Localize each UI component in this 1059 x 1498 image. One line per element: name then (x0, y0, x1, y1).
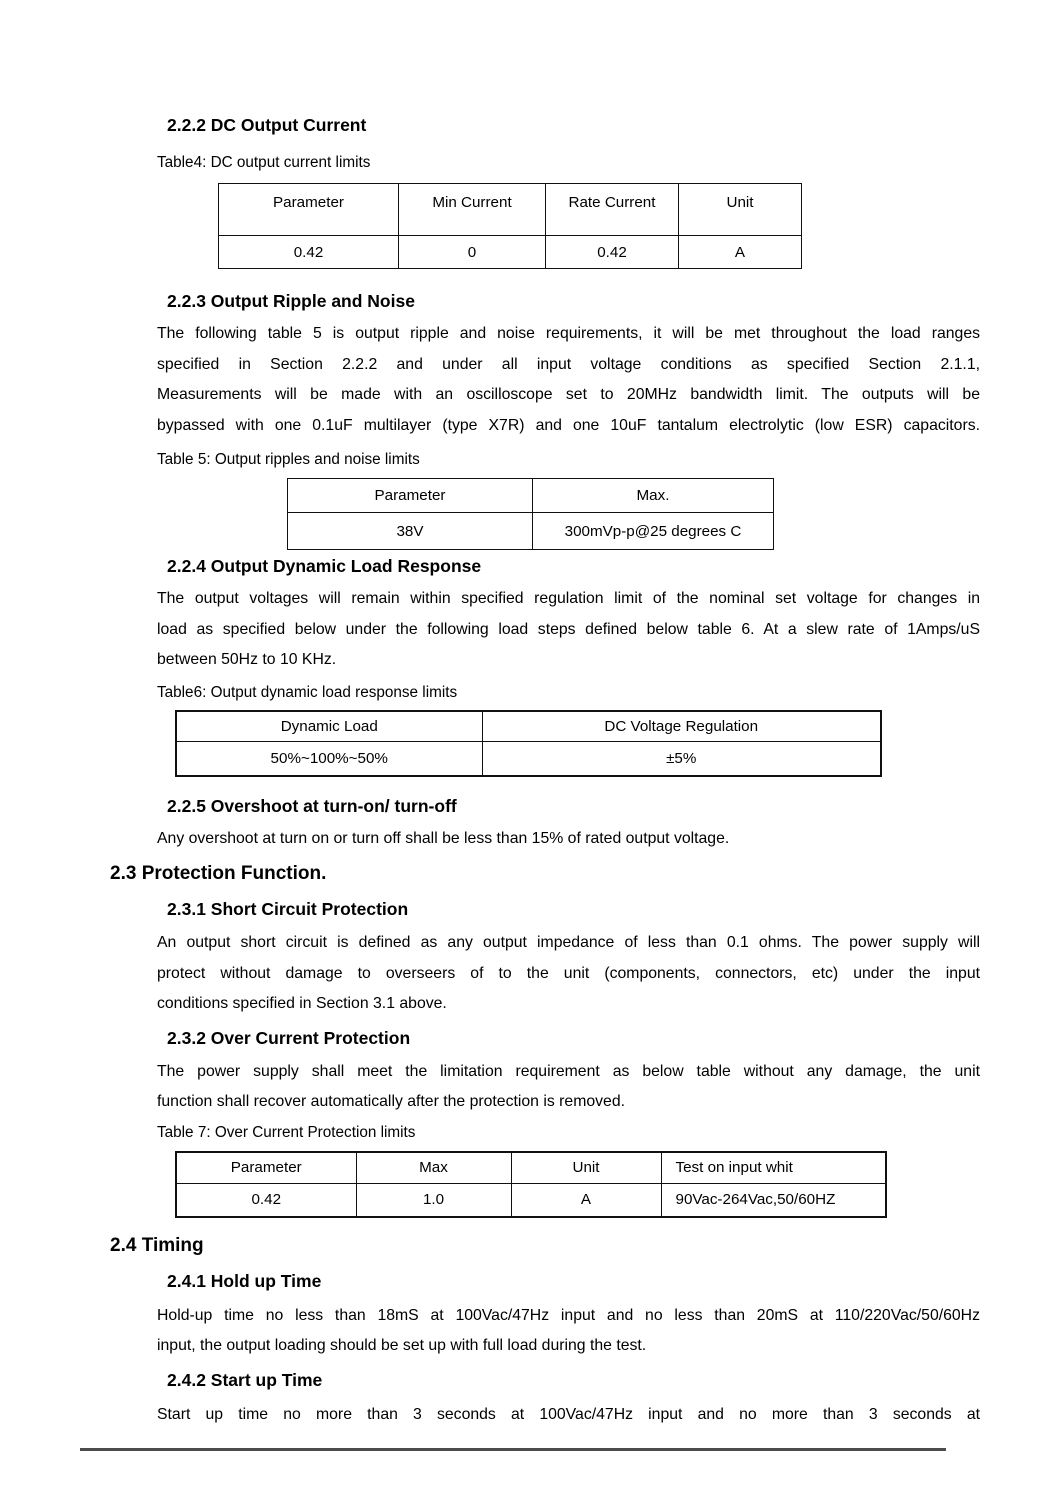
table4-header-unit: Unit (679, 184, 802, 236)
table4-data-row (219, 236, 802, 269)
paragraph-2-4-1 (157, 1301, 980, 1362)
table7-header-unit: Unit (511, 1152, 661, 1184)
table7-cell-parameter: 0.42 (176, 1184, 356, 1217)
paragraph-line: The following table 5 is output ripple and noise requirements, it will be met throughout the load ranges (157, 325, 980, 342)
table7-header-row (176, 1152, 886, 1184)
table7-data-row (176, 1184, 886, 1217)
table5-header-row (288, 479, 774, 513)
table4-caption: Table4: DC output current limits (157, 154, 371, 171)
table6-dynamic-load-response-limits (175, 710, 882, 777)
table5-caption: Table 5: Output ripples and noise limits (157, 451, 420, 468)
paragraph-2-3-2 (157, 1057, 980, 1118)
table5-cell-max: 300mVp-p@25 degrees C (533, 513, 774, 550)
heading-2-3: 2.3 Protection Function. (110, 863, 327, 884)
table4-header-parameter: Parameter (219, 184, 399, 236)
heading-2-3-2: 2.3.2 Over Current Protection (167, 1027, 411, 1048)
table5-data-row (288, 513, 774, 550)
table4-header-rate-current: Rate Current (546, 184, 679, 236)
table4-cell-rate-current: 0.42 (546, 236, 679, 269)
paragraph-line: between 50Hz to 10 KHz. (157, 651, 337, 668)
table6-header-dynamic-load: Dynamic Load (176, 711, 482, 742)
table7-header-parameter: Parameter (176, 1152, 356, 1184)
paragraph-line: specified in Section 2.2.2 and under all input voltage conditions as specified Section 2.1.1, (157, 355, 980, 373)
paragraph-line: input, the output loading should be set up with full load during the test. (157, 1337, 647, 1354)
table5-header-parameter: Parameter (288, 479, 533, 513)
paragraph-2-3-1 (157, 928, 980, 1020)
paragraph-line: load as specified below under the following load steps defined below table 6. At a slew rate of 1Amps/uS (157, 620, 980, 638)
paragraph-line: Start up time no more than 3 seconds at 100Vac/47Hz input and no more than 3 seconds at (157, 1405, 980, 1423)
table4-dc-output-current-limits (218, 183, 802, 269)
table4-header-row (219, 184, 802, 236)
table7-cell-max: 1.0 (356, 1184, 511, 1217)
table5-cell-parameter: 38V (288, 513, 533, 550)
heading-2-2-3: 2.2.3 Output Ripple and Noise (167, 291, 415, 311)
heading-2-2-5: 2.2.5 Overshoot at turn-on/ turn-off (167, 795, 457, 816)
paragraph-2-2-4 (157, 584, 980, 676)
heading-2-3-1: 2.3.1 Short Circuit Protection (167, 899, 409, 919)
paragraph-2-2-5 (157, 824, 980, 855)
table4-header-min-current: Min Current (399, 184, 546, 236)
table4-cell-parameter: 0.42 (219, 236, 399, 269)
paragraph-line: An output short circuit is defined as any output impedance of less than 0.1 ohms. The power supply will (157, 934, 980, 951)
paragraph-line: The power supply shall meet the limitation requirement as below table without any damage, the unit (157, 1062, 980, 1080)
table7-cell-test-on-input: 90Vac-264Vac,50/60HZ (661, 1184, 886, 1217)
table7-caption: Table 7: Over Current Protection limits (157, 1123, 416, 1141)
heading-2-2-4: 2.2.4 Output Dynamic Load Response (167, 556, 482, 576)
paragraph-line: protect without damage to overseers of to the unit (components, connectors, etc) under the input (157, 964, 980, 982)
table6-data-row (176, 742, 881, 776)
heading-2-4-1: 2.4.1 Hold up Time (167, 1270, 322, 1291)
paragraph-line: function shall recover automatically after the protection is removed. (157, 1093, 625, 1110)
footer-divider (80, 1448, 946, 1451)
paragraph-line: Measurements will be made with an oscilloscope set to 20MHz bandwidth limit. The outputs will be (157, 386, 980, 403)
table7-header-max: Max (356, 1152, 511, 1184)
paragraph-2-2-3 (157, 319, 980, 441)
table7-header-test-on-input: Test on input whit (661, 1152, 886, 1184)
paragraph-line: conditions specified in Section 3.1 above. (157, 995, 447, 1012)
table5-output-ripple-noise-limits (287, 478, 774, 550)
paragraph-line: Hold-up time no less than 18mS at 100Vac/47Hz input and no less than 20mS at 110/220Vac/50/60Hz (157, 1306, 980, 1324)
table5-header-max: Max. (533, 479, 774, 513)
table6-cell-dc-voltage-regulation: ±5% (482, 742, 881, 776)
table4-cell-min-current: 0 (399, 236, 546, 269)
table7-over-current-protection-limits (175, 1151, 887, 1218)
heading-2-2-2: 2.2.2 DC Output Current (167, 115, 367, 135)
paragraph-2-4-2 (157, 1400, 980, 1431)
heading-2-4-2: 2.4.2 Start up Time (167, 1369, 323, 1390)
paragraph-line: The output voltages will remain within specified regulation limit of the nominal set voltage for changes in (157, 590, 980, 607)
paragraph-line: bypassed with one 0.1uF multilayer (type X7R) and one 10uF tantalum electrolytic (low ESR) capacitors. (157, 416, 980, 434)
heading-2-4: 2.4 Timing (110, 1234, 204, 1256)
table6-cell-dynamic-load: 50%~100%~50% (176, 742, 482, 776)
paragraph-line: Any overshoot at turn on or turn off shall be less than 15% of rated output voltage. (157, 829, 730, 847)
table6-caption: Table6: Output dynamic load response limits (157, 683, 458, 701)
table4-cell-unit: A (679, 236, 802, 269)
table6-header-row (176, 711, 881, 742)
table6-header-dc-voltage-regulation: DC Voltage Regulation (482, 711, 881, 742)
table7-cell-unit: A (511, 1184, 661, 1217)
